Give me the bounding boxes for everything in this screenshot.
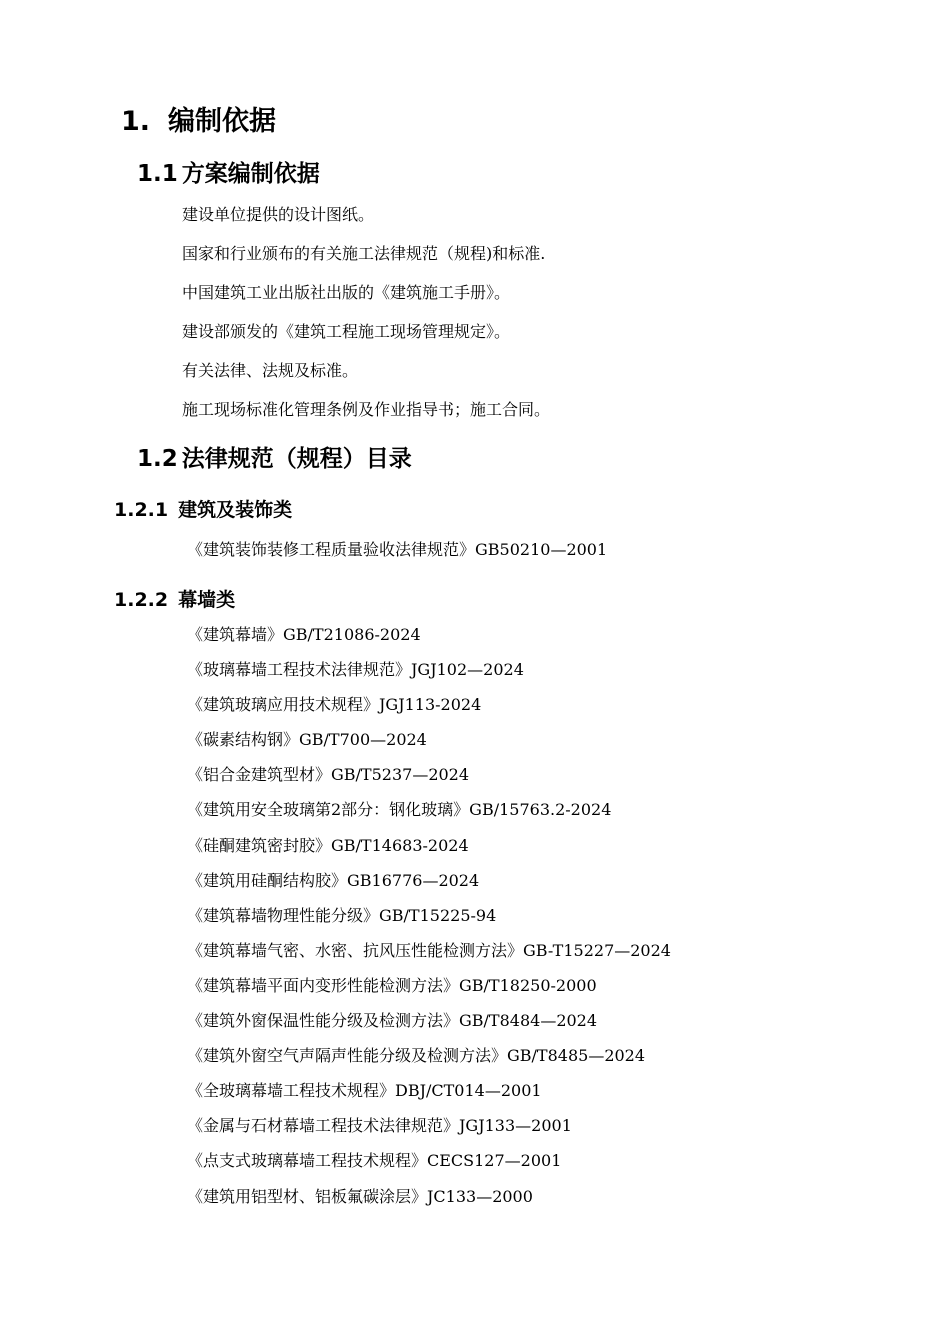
list-item: 《建筑用硅酮结构胶》GB16776—2024 [187,870,480,890]
list-item: 《建筑幕墙物理性能分级》GB/T15225-94 [187,905,497,925]
list-item: 《建筑用安全玻璃第2部分：钢化玻璃》GB/15763.2-2024 [187,800,612,820]
list-item: 《金属与石材幕墙工程技术法律规范》JGJ133—2001 [187,1116,572,1136]
heading-1-2-title: 法律规范（规程）目录 [181,446,412,472]
heading-1 [121,104,276,140]
heading-1-2-1 [114,497,292,523]
list-item: 《建筑幕墙气密、水密、抗风压性能检测方法》GB-T15227—2024 [187,940,671,960]
heading-1-2-2-title: 幕墙类 [178,589,236,611]
heading-1-1-title: 方案编制依据 [181,161,320,187]
list-item: 《点支式玻璃幕墙工程技术规程》CECS127—2001 [187,1151,562,1171]
list-item: 《建筑幕墙》GB/T21086-2024 [187,625,421,644]
curtain-wall-standards-list [187,622,671,1219]
basis-list [182,202,550,436]
heading-1-title: 编制依据 [168,106,277,137]
list-item: 施工现场标准化管理条例及作业指导书；施工合同。 [182,400,551,419]
decoration-standards-list [187,537,607,572]
list-item: 《硅酮建筑密封胶》GB/T14683-2024 [187,835,469,855]
list-item: 建设单位提供的设计图纸。 [182,205,375,224]
list-item: 国家和行业颁布的有关施工法律规范（规程)和标准. [182,244,546,263]
list-item: 《碳素结构钢》GB/T700—2024 [187,730,427,750]
list-item: 中国建筑工业出版社出版的《建筑施工手册》。 [182,283,511,302]
list-item: 建设部颁发的《建筑工程施工现场管理规定》。 [182,322,511,341]
list-item: 《建筑装饰装修工程质量验收法律规范》GB50210—2001 [187,540,608,559]
list-item: 《全玻璃幕墙工程技术规程》DBJ/CT014—2001 [187,1081,542,1101]
heading-1-2-2-number: 1.2.2 [114,589,169,611]
list-item: 《建筑外窗空气声隔声性能分级及检测方法》GB/T8485—2024 [187,1046,646,1066]
heading-1-2-number: 1.2 [137,446,178,472]
list-item: 《建筑幕墙平面内变形性能检测方法》GB/T18250-2000 [187,975,597,995]
list-item: 《玻璃幕墙工程技术法律规范》JGJ102—2024 [187,660,524,680]
heading-1-2-2 [114,587,235,613]
list-item: 《建筑外窗保温性能分级及检测方法》GB/T8484—2024 [187,1011,598,1031]
heading-1-number: 1. [121,106,151,137]
heading-1-2-1-number: 1.2.1 [114,499,169,521]
list-item: 《铝合金建筑型材》GB/T5237—2024 [187,765,470,785]
list-item: 《建筑玻璃应用技术规程》JGJ113-2024 [187,695,482,715]
list-item: 有关法律、法规及标准。 [182,361,359,380]
list-item: 《建筑用铝型材、铝板氟碳涂层》JC133—2000 [187,1186,533,1206]
heading-1-2-1-title: 建筑及装饰类 [178,499,293,521]
heading-1-1 [137,159,320,189]
heading-1-2 [137,444,412,474]
heading-1-1-number: 1.1 [137,161,178,187]
